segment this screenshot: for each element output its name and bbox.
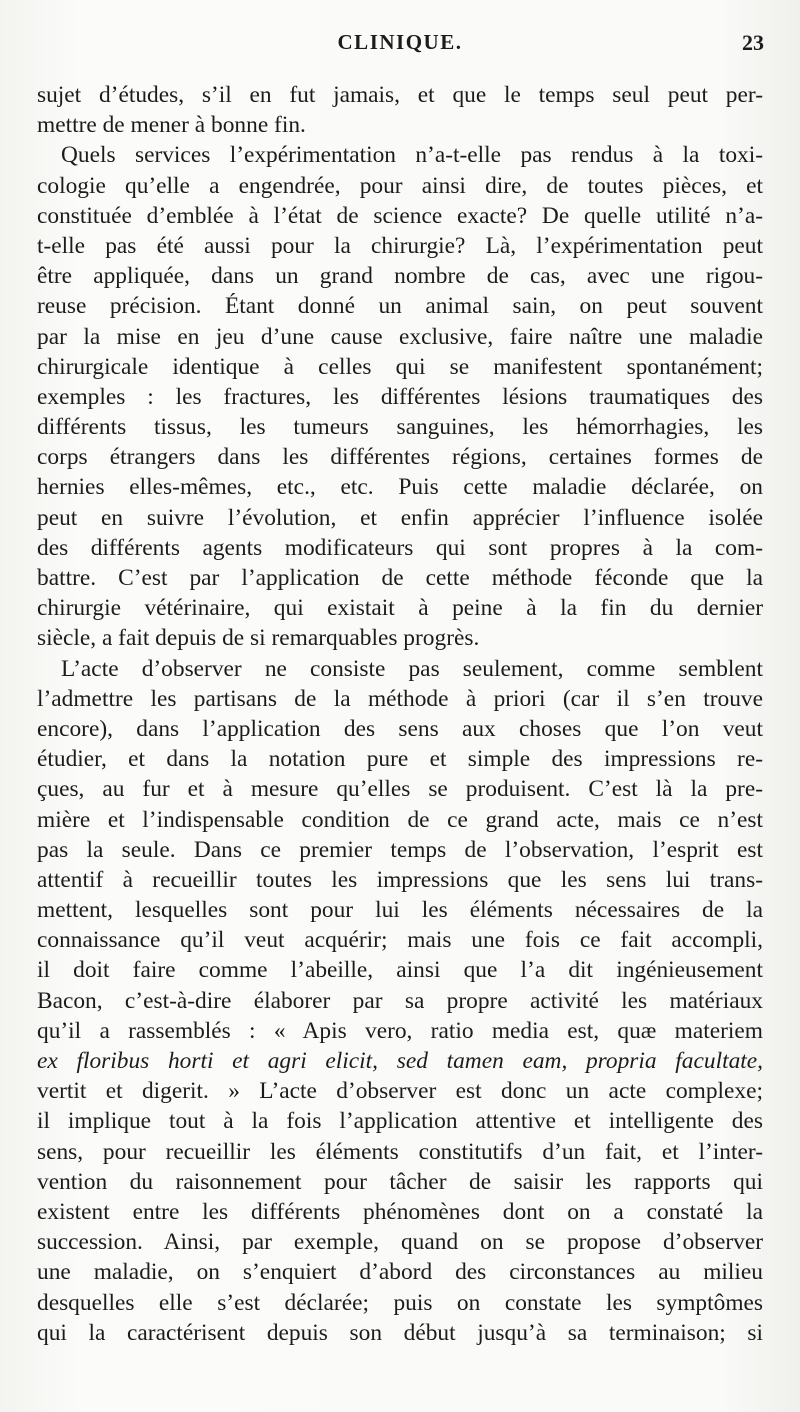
text-line: attentif à recueillir toutes les impressions que les sens lui trans- — [37, 866, 763, 893]
text-line: des différents agents modificateurs qui sont propres à la com- — [37, 534, 763, 561]
text-line: exemples : les fractures, les différentes lésions traumatiques des — [37, 383, 763, 410]
text-line: mettre de mener à bonne fin. — [37, 112, 306, 139]
text-line: être appliquée, dans un grand nombre de cas, avec une rigou- — [37, 263, 763, 290]
text-line: une maladie, on s’enquiert d’abord des circonstances au milieu — [37, 1259, 763, 1286]
text-line: ex floribus horti et agri elicit, sed tamen eam, propria facultate, — [37, 1048, 763, 1074]
text-line: Bacon, c’est-à-dire élaborer par sa propre activité les matériaux — [37, 987, 763, 1014]
running-title: CLINIQUE. — [337, 30, 463, 54]
text-line: existent entre les différents phénomènes dont on a constaté la — [37, 1198, 763, 1225]
text-line: qui la caractérisent depuis son début jusqu’à sa terminaison; si — [37, 1319, 763, 1346]
text-line: constituée d’emblée à l’état de science exacte? De quelle utilité n’a- — [37, 202, 763, 229]
text-line: t-elle pas été aussi pour la chirurgie? Là, l’expérimentation peut — [37, 232, 763, 259]
text-line: il doit faire comme l’abeille, ainsi que l’a dit ingénieusement — [37, 957, 763, 984]
body-text — [37, 80, 763, 1348]
text-line: sujet d’études, s’il en fut jamais, et que le temps seul peut per- — [37, 82, 763, 108]
text-line: siècle, a fait depuis de si remarquables progrès. — [37, 625, 480, 652]
text-line: encore), dans l’application des sens aux choses que l’on veut — [37, 715, 763, 742]
text-line: il implique tout à la fois l’application attentive et intelligente des — [37, 1108, 763, 1135]
text-line: Quels services l’expérimentation n’a-t-elle pas rendus à la toxi- — [61, 142, 763, 169]
text-line: par la mise en jeu d’une cause exclusive, faire naître une maladie — [37, 323, 763, 350]
text-line: qu’il a rassemblés : « Apis vero, ratio media est, quæ materiem — [37, 1017, 763, 1044]
text-line: connaissance qu’il veut acquérir; mais une fois ce fait accompli, — [37, 927, 763, 954]
page-number: 23 — [742, 30, 764, 55]
text-line: çues, au fur et à mesure qu’elles se produisent. C’est là la pre- — [37, 776, 763, 803]
text-line: différents tissus, les tumeurs sanguines, les hémorrhagies, les — [37, 414, 763, 441]
text-line: succession. Ainsi, par exemple, quand on se propose d’observer — [37, 1229, 763, 1256]
text-line: vertit et digerit. » L’acte d’observer est donc un acte complexe; — [37, 1078, 763, 1105]
text-line: reuse précision. Étant donné un animal sain, on peut souvent — [37, 293, 763, 320]
text-line: mettent, lesquelles sont pour lui les éléments nécessaires de la — [37, 897, 763, 924]
text-line: corps étrangers dans les différentes régions, certaines formes de — [37, 444, 763, 471]
text-line: chirurgicale identique à celles qui se manifestent spontanément; — [37, 353, 763, 380]
text-line: l’admettre les partisans de la méthode à priori (car il s’en trouve — [37, 685, 763, 712]
text-line: chirurgie vétérinaire, qui existait à peine à la fin du dernier — [37, 595, 763, 622]
text-line: battre. C’est par l’application de cette méthode féconde que la — [37, 565, 763, 591]
text-line: cologie qu’elle a engendrée, pour ainsi dire, de toutes pièces, et — [37, 172, 763, 199]
text-line: desquelles elle s’est déclarée; puis on constate les symptômes — [37, 1289, 763, 1316]
text-line: hernies elles-mêmes, etc., etc. Puis cette maladie déclarée, on — [37, 474, 763, 501]
text-line: L’acte d’observer ne consiste pas seulement, comme semblent — [61, 655, 763, 682]
text-line: étudier, et dans la notation pure et simple des impressions re- — [37, 746, 763, 773]
running-head — [36, 30, 764, 64]
text-line: sens, pour recueillir les éléments constitutifs d’un fait, et l’inter- — [37, 1138, 763, 1165]
text-line: pas la seule. Dans ce premier temps de l’observation, l’esprit est — [37, 836, 763, 863]
text-line: vention du raisonnement pour tâcher de saisir les rapports qui — [37, 1168, 763, 1195]
text-line: mière et l’indispensable condition de ce grand acte, mais ce n’est — [37, 806, 763, 833]
text-line: peut en suivre l’évolution, et enfin apprécier l’influence isolée — [37, 504, 763, 531]
